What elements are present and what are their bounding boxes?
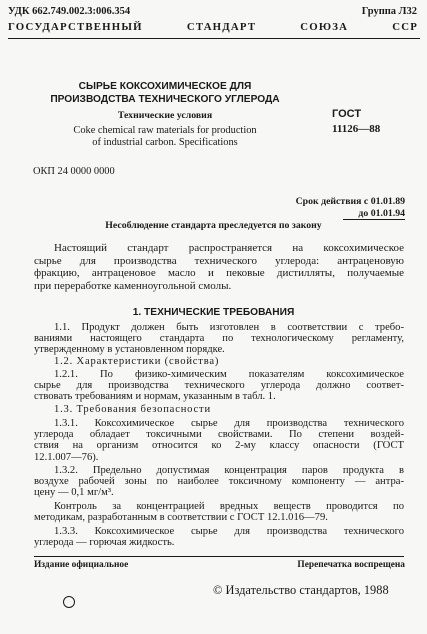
gost-number: 11126—88	[332, 123, 381, 135]
gost-label: ГОСТ	[332, 108, 362, 120]
legal-notice: Несоблюдение стандарта преследуется по закону	[105, 220, 322, 231]
clause-1-3-1	[34, 418, 404, 463]
clause-line: 1.2.1. По физико-химическим показателям коксохимическое	[54, 369, 404, 380]
group-code: Группа Л32	[361, 6, 417, 17]
clause-line: 1.3.3. Коксохимическое сырье для производства технического	[54, 526, 404, 537]
copyright: © Издательство стандартов, 1988	[213, 583, 389, 597]
intro-line: Настоящий стандарт распространяется на коксохимическое	[54, 242, 404, 254]
clause-line: 1.3.1. Коксохимическое сырье для производства технического	[54, 418, 404, 429]
okp-code: ОКП 24 0000 0000	[33, 166, 115, 177]
title-line-1: СЫРЬЕ КОКСОХИМИЧЕСКОЕ ДЛЯ	[78, 81, 252, 92]
subtitle: Технические условия	[117, 110, 213, 121]
clause-heading: 1.3. Требования безопасности	[54, 404, 211, 415]
intro-line: фракцию, антраценовое масло и пековые дистилляты, получаемые	[34, 267, 404, 279]
clause-1-3-2	[34, 465, 404, 499]
clause-line: ваниями настоящего стандарта по технологическому регламенту,	[34, 333, 404, 345]
udk-code: УДК 662.749.002.3:006.354	[8, 6, 131, 17]
clause-line: цену — 0,1 мг/м³.	[34, 487, 114, 499]
clause-line: ствия на организм относится ко 2-му классу опасности (ГОСТ	[34, 440, 404, 452]
reprint-prohibited: Перепечатка воспрещена	[297, 560, 405, 570]
clause-line: сырье для производства технического углерода должно соответ-	[34, 380, 404, 392]
section-heading: 1. ТЕХНИЧЕСКИЕ ТРЕБОВАНИЯ	[132, 307, 295, 318]
punch-hole-icon	[63, 596, 75, 608]
clause-line: утвержденному в установленном порядке.	[34, 344, 225, 356]
clause-line: 1.1. Продукт должен быть изготовлен в соответствии с требо-	[54, 322, 404, 333]
clause-1-2-1	[34, 369, 404, 403]
clause-line: методикам, разработанным в соответствии с ГОСТ 12.1.016—79.	[34, 512, 328, 524]
clause-line: ствовать требованиям и нормам, указанным в табл. 1.	[34, 391, 276, 403]
validity-to: до 01.01.94	[358, 208, 405, 219]
clause-line: Контроль за концентрацией вредных веществ проводится по	[54, 501, 404, 512]
clause-1-2	[34, 356, 404, 367]
control-paragraph	[34, 501, 404, 523]
clause-1-3	[34, 404, 404, 415]
clause-heading: 1.2. Характеристики (свойства)	[54, 356, 220, 367]
title-line-2: ПРОИЗВОДСТВА ТЕХНИЧЕСКОГО УГЛЕРОДА	[50, 94, 280, 105]
footer-divider	[34, 556, 404, 557]
validity-from: Срок действия с 01.01.89	[295, 196, 405, 207]
intro-line: сырье для производства технического углерода: антраценовую	[34, 254, 404, 267]
english-title-line-2: of industrial carbon. Specifications	[92, 137, 238, 148]
clause-line: 12.1.007—76).	[34, 451, 99, 463]
clause-line: воздухе рабочей зоны по наиболее токсичному компоненту — антра-	[34, 476, 404, 488]
clause-line: углерода — горючая жидкость.	[34, 537, 175, 549]
clause-1-1	[34, 322, 404, 356]
clause-line: 1.3.2. Предельно допустимая концентрация паров продукта в	[54, 465, 404, 476]
official-edition: Издание официальное	[34, 560, 129, 570]
state-standard-header: ГОСУДАРСТВЕННЫЙ СТАНДАРТ СОЮЗА ССР	[8, 21, 418, 33]
english-title-line-1: Coke chemical raw materials for production	[73, 125, 257, 136]
intro-paragraph	[34, 242, 404, 292]
clause-line: углерода обладает токсичными свойствами. По степени воздей-	[34, 429, 404, 441]
intro-line: при переработке каменноугольной смолы.	[34, 279, 232, 292]
header-divider	[8, 38, 420, 39]
clause-1-3-3	[34, 526, 404, 548]
